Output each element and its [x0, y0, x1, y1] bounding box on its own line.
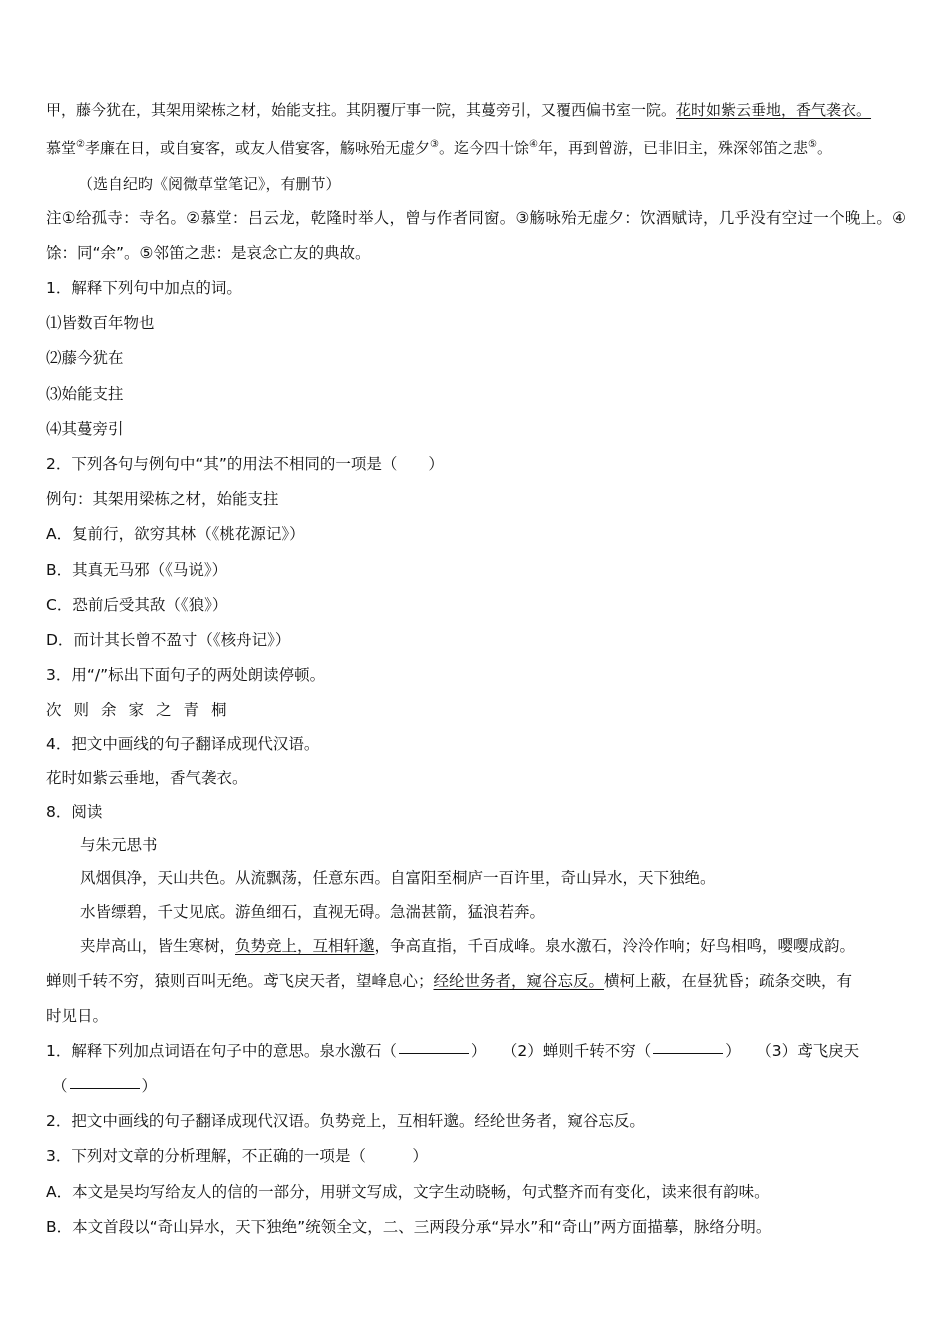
question-1: 1．解释下列句中加点的词。	[46, 279, 242, 297]
text-fragment: 孝廉在日，或自宴客，或友人借宴客，觞咏殆无虚夕	[84, 139, 430, 157]
s8-question-3: 3．下列对文章的分析理解，不正确的一项是（ ）	[46, 1147, 428, 1165]
notes-line-1: 注①给孤寺：寺名。②慕堂：吕云龙，乾隆时举人，曾与作者同窗。③觞咏殆无虚夕：饮酒赋诗，几乎没有空过一个晚上。④	[46, 209, 906, 227]
q2-example: 例句：其架用梁栋之材，始能支拄	[46, 490, 279, 508]
q2-option-b: B．其真无马邪（《马说》）	[46, 561, 228, 579]
s8-option-b: B．本文首段以“奇山异水，天下独绝”统领全文，二、三两段分承“异水”和“奇山”两方面描摹，脉络分明。	[46, 1218, 772, 1236]
essay-paragraph-3-line-2	[46, 971, 852, 991]
passage-line-1	[46, 100, 871, 120]
footnote-marker: ②	[76, 139, 85, 150]
s8-question-1	[46, 1041, 859, 1061]
answer-blank-1[interactable]	[399, 1053, 469, 1054]
q2-option-a: A．复前行，欲穷其林（《桃花源记》）	[46, 525, 305, 543]
essay-paragraph-1: 风烟俱净，天山共色。从流飘荡，任意东西。自富阳至桐庐一百许里，奇山异水，天下独绝。	[80, 869, 716, 887]
q1-item-4: ⑷其蔓旁引	[46, 420, 124, 438]
q2-option-c: C．恐前后受其敌（《狼》）	[46, 596, 228, 614]
q1-item-3: ⑶始能支拄	[46, 385, 124, 403]
question-4: 4．把文中画线的句子翻译成现代汉语。	[46, 735, 320, 753]
text-fragment: ） （2）蝉则千转不穷（	[470, 1042, 652, 1060]
question-3: 3．用“/”标出下面句子的两处朗读停顿。	[46, 666, 326, 684]
s8-question-1-line-2	[52, 1076, 157, 1096]
question-2: 2．下列各句与例句中“其”的用法不相同的一项是（ ）	[46, 455, 444, 473]
text-fragment: ） （3）鸢飞戾天	[725, 1042, 860, 1060]
text-fragment: 夹岸高山，皆生寒树，	[80, 937, 236, 955]
answer-blank-3[interactable]	[70, 1088, 140, 1089]
footnote-marker: ③	[430, 139, 439, 150]
q1-item-2: ⑵藤今犹在	[46, 349, 124, 367]
underlined-phrase-1: 负势竞上，互相轩邈	[235, 937, 375, 955]
text-fragment: 横柯上蔽，在昼犹昏；疏条交映，有	[604, 972, 853, 990]
footnote-marker: ④	[528, 139, 538, 150]
source-citation: （选自纪昀《阅微草堂笔记》，有删节）	[78, 175, 341, 193]
section-8-heading: 8．阅读	[46, 803, 103, 821]
footnote-marker: ⑤	[807, 139, 817, 150]
text-fragment: 。	[816, 139, 832, 157]
text-fragment: 1．解释下列加点词语在句子中的意思。泉水激石（	[46, 1042, 397, 1060]
notes-line-2: 馀：同“余”。⑤邻笛之悲：是哀念亡友的典故。	[46, 244, 371, 262]
answer-blank-2[interactable]	[653, 1053, 723, 1054]
text-fragment: （	[52, 1077, 68, 1095]
text-fragment: 慕堂	[46, 139, 77, 157]
text-fragment: 年，再到曾游，已非旧主，殊深邻笛之悲	[537, 139, 808, 157]
underlined-phrase-2: 经纶世务者，窥谷忘反。	[433, 972, 605, 990]
underlined-sentence: 花时如紫云垂地，香气袭衣。	[676, 101, 872, 119]
q4-sentence: 花时如紫云垂地，香气袭衣。	[46, 769, 248, 787]
s8-question-2: 2．把文中画线的句子翻译成现代汉语。负势竞上，互相轩邈。经纶世务者，窥谷忘反。	[46, 1112, 645, 1130]
passage-line-2	[46, 138, 832, 158]
passage-text: 甲，藤今犹在，其架用梁栋之材，始能支拄。其阴覆厅事一院，其蔓旁引，又覆西偏书室一院。	[46, 101, 677, 119]
essay-paragraph-3-line-3: 时见日。	[46, 1007, 109, 1025]
q2-option-d: D．而计其长曾不盈寸（《核舟记》）	[46, 631, 291, 649]
text-fragment: 蝉则千转不穷，猿则百叫无绝。鸢飞戾天者，望峰息心；	[46, 972, 434, 990]
text-fragment: ，争高直指，千百成峰。泉水激石，泠泠作响；好鸟相鸣，嘤嘤成韵。	[374, 937, 856, 955]
q1-item-1: ⑴皆数百年物也	[46, 314, 155, 332]
essay-paragraph-2: 水皆缥碧，千丈见底。游鱼细石，直视无碍。急湍甚箭，猛浪若奔。	[80, 903, 546, 921]
text-fragment: ）	[141, 1077, 158, 1095]
s8-option-a: A．本文是吴均写给友人的信的一部分，用骈文写成，文字生动晓畅，句式整齐而有变化，读来很有韵味。	[46, 1183, 770, 1201]
q3-sentence: 次则余家之青桐	[46, 701, 239, 719]
text-fragment: 。迄今四十馀	[438, 139, 529, 157]
essay-paragraph-3-line-1	[80, 936, 855, 956]
essay-title: 与朱元思书	[80, 836, 158, 854]
